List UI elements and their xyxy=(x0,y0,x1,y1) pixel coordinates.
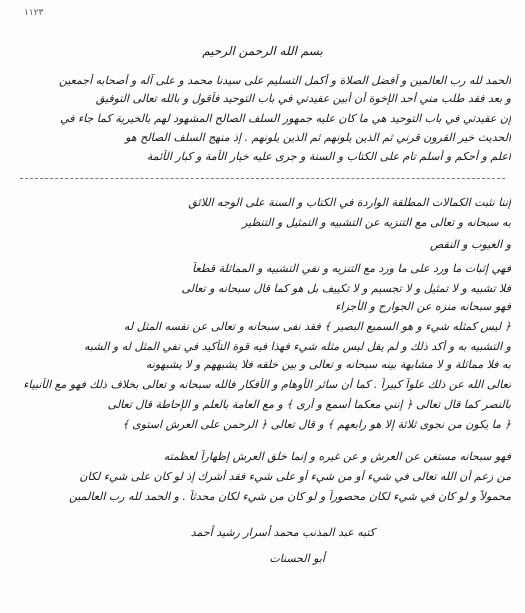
body-line-9: به فلا مماثلة و لا مشابهة بينه سبحانه و تعالى و بين خلقه فلا يشبههم و لا يشبهونه xyxy=(145,358,511,371)
basmala-heading: بسم الله الرحمن الرحيم xyxy=(202,44,323,58)
body-line-4: فهي إثبات ما ورد على ما ورد مع التنزيه و نفي التشبيه و المماثلة قطعاً xyxy=(192,262,511,275)
body-line-2: به سبحانه و تعالى مع التنزيه عن التشبيه و التمثيل و التنظير xyxy=(242,216,511,229)
intro-line-5: أعلم و أحكم و أسلم تام على الكتاب و السنة و جرى عليه خيار الأمة و كبار الأئمة xyxy=(146,150,511,163)
body-line-12: ﴿ ما يكون من نجوى ثلاثة إلا هو رابعهم ﴾ و قال تعالى ﴿ الرحمن على العرش استوى ﴾ xyxy=(122,418,511,431)
page-number: ١١٢٣ xyxy=(24,8,44,18)
intro-line-2: و بعد فقد طلب مني أحد الإخوة أن أبين عقيدتي في باب التوحيد فأقول و بالله تعالى التوفيق xyxy=(95,92,511,105)
body-line-3: و العيوب و النقص xyxy=(430,238,511,251)
body-line-6: فهو سبحانه منزه عن الجوارح و الأجزاء xyxy=(335,300,511,313)
body-line-14: من زعم أن الله تعالى في شيء أو من شيء أو على شيء فقد أشرك إذ لو كان على شيء لكان xyxy=(79,470,511,483)
body-line-15: محمولاً و لو كان في شيء لكان محصوراً و لو كان من شيء لكان محدثاً . و الحمد لله رب العالمين xyxy=(68,490,511,503)
body-line-10: تعالى الله عن ذلك علواً كبيراً . كما أن سائر الأوهام و الأفكار فالله سبحانه و تعالى بخلاف ذلك فهو مع الأنبياء xyxy=(23,378,511,391)
body-line-8: و التشبيه به و أكد ذلك و لم يقل ليس مثله شيء فهذا فيه قوة التأكيد في نفي المثل له و الشبه xyxy=(83,340,511,353)
body-line-5: فلا تشبيه و لا تمثيل و لا تجسيم و لا تكييف بل هو كما قال سبحانه و تعالى xyxy=(181,282,511,295)
body-line-7: ﴿ ليس كمثله شيء و هو السميع البصير ﴾ فقد نفى سبحانه و تعالى عن نفسه المثل له xyxy=(123,320,511,333)
body-line-13: فهو سبحانه مستغن عن العرش و عن غيره و إنما خلق العرش إظهاراً لعظمته xyxy=(163,450,511,463)
section-divider xyxy=(20,178,505,179)
intro-line-1: الحمد لله رب العالمين و أفضل الصلاة و أكمل التسليم على سيدنا محمد و على آله و أصحابه أجمعين xyxy=(58,74,511,87)
signature-line-2: أبو الحسنات xyxy=(269,552,325,565)
intro-line-3: إن عقيدتي في باب التوحيد هي ما كان عليه جمهور السلف الصالح المشهود لهم بالخيرية كما جاء في xyxy=(60,112,511,125)
intro-line-4: الحديث خير القرون قرني ثم الذين يلونهم ثم الذين يلونهم . إذ منهج السلف الصالح هو xyxy=(125,131,511,144)
signature-line-1: كتبه عبد المذنب محمد أسرار رشيد أحمد xyxy=(190,526,375,539)
body-line-11: بالنصر كما قال تعالى ﴿ إنني معكما أسمع و أرى ﴾ و مع العامة بالعلم و الإحاطة قال تعالى xyxy=(107,398,511,411)
body-line-1: إننا نثبت الكمالات المطلقة الواردة في الكتاب و السنة على الوجه اللائق xyxy=(188,196,511,209)
